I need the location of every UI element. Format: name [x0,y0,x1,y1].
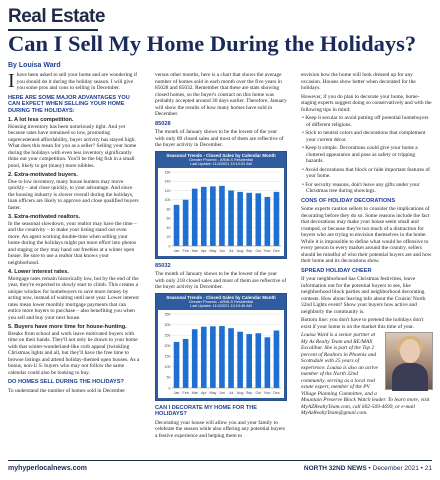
chart-85032 [155,293,287,401]
bar-dec [274,191,280,245]
x-tick-label: Nov [264,390,271,395]
subhead-do-homes-sell: DO HOMES SELL DURING THE HOLIDAYS? [8,379,124,385]
x-tick-label: Jan [173,390,180,395]
col1-closing-text: To understand the number of homes sold in December [8,387,125,394]
y-tick-label: 50 [166,375,171,380]
x-tick-label: Dec [273,390,280,395]
bar-mar [192,329,198,388]
bar-oct [255,333,261,388]
bar-nov [265,337,271,388]
chart-title: Seasonal Trends - Closed Sales by Calendar Month [166,294,276,300]
subhead-cons: CONS OF HOLIDAY DECORATIONS [301,197,396,204]
point-3-text: In the seasonal slowdown, your realtor may have the time – and the creativity – to make your listing stand out even more. An agent working double-time when selling your home during the holidays might put more effort into photos and staging or they may hand out freebies at a winter open house. Be sure to use a realtor that knows your neighborhood. [8,220,137,266]
bar-jan [174,341,180,387]
column-2 [155,72,287,456]
col2-intro-text: versus other months, here is a chart that shows the average number of homes sold in each month over the five years in 85028 and 85032. Remember that these are stats showing closed homes, so the buyer's contract on this home was probably accepted around 30 days earlier. Therefore, January will show the results of how many homes have sold in December. [155,72,287,117]
subhead-cheer: SPREAD HOLIDAY CHEER [301,267,372,274]
tip-item: • Avoid decorations that block or hide important features of your home. [302,166,430,179]
x-tick-label: Mar [191,248,198,253]
tip-item: • For security reasons, don't leave any gifts under your Christmas tree during showings. [302,181,420,194]
bar-feb [183,199,189,245]
bottom-line-text: Bottom line: you don't have to pretend the holidays don't exist if your home is on the market this time of year. [301,317,424,330]
y-tick-label: 100 [164,197,171,202]
y-tick-label: 80 [166,206,171,211]
author-photo [385,332,433,390]
bar-aug [237,331,243,387]
x-tick-label: Aug [236,248,244,253]
bar-sep [246,334,252,388]
y-tick-label: 60 [166,216,171,221]
point-2-title: 2. Extra-motivated buyers. [8,172,78,178]
x-tick-label: Jul [228,390,234,395]
x-tick-label: Oct [255,248,262,253]
x-tick-label: Aug [236,390,244,395]
point-2-text: Due to low inventory, many house hunters may move quickly – and close quickly, to your advantage. And since the housing industry is slower overall during the holidays, loan officers are likely to approve and close qualified buyers faster. [8,178,139,211]
x-tick-label: Apr [200,390,207,395]
point-5-text: Breaks from school and work leave motivated buyers with time on their hands. They'll not only be drawn to your home with that winter-wonderland-like curb appeal (twinkling Christmas lights and all, but they'll have the free time to browse listings and attend holiday-themed open houses. As a bonus, non-U.S. buyers who may not follow the same calendar could also be looking to buy. [8,330,140,376]
x-tick-label: Feb [182,248,189,253]
subhead-advantages: HERE ARE SOME MAJOR ADVANTAGES YOU CAN EXPECT WHEN SELLING YOUR HOME DURING THE HOLIDAYS: [8,94,130,114]
chart-plot-area [158,310,284,398]
x-tick-label: Apr [200,248,207,253]
y-tick-label: 200 [164,343,171,348]
footer-folio: NORTH 32ND NEWS • December 2021 • 21 [303,465,432,472]
cons-text: Some experts caution sellers to consider the implications of decorating before they do so. Some reasons include the fact that decorations may make your house seem small and cramped, or because they're too much of a distraction for buyers who are trying to envision themselves in the home. While it is impossible to define what would be offensive to every person in every market around the country, sellers should be mindful of who their potential buyers are and how their home and its decorations show. [301,206,432,264]
x-tick-label: Oct [255,390,262,395]
point-4-text: Mortgage rates remain historically low, but by the end of the year, they're expected to slowly start to climb. This creates a unique window for homebuyers to save more money by acting now, instead of waiting until next year. Lower interest rates mean lower monthly mortgage payments that can entice more buyers to purchase – also benefiting you when you sell and buy your next house. [8,275,139,321]
x-tick-label: Dec [273,248,280,253]
column-1 [8,72,140,456]
tip-item: • Keep it secular to avoid putting off potential homebuyers of different religions. [302,115,429,128]
section-kicker: Real Estate [8,6,105,27]
y-tick-label: 40 [166,225,171,230]
y-tick-label: 350 [164,311,171,316]
y-tick-label: 160 [164,169,171,174]
point-1-title: 1. A lot less competition. [8,117,74,123]
tip-item: • Keep it simple. Decorations could give your home a cluttered appearance and pose as safety or tripping hazards. [302,145,418,164]
tip-item: • Stick to neutral colors and decorations that complement your current décor. [302,130,426,143]
bar-jun [219,185,225,245]
footer-website: myhyperlocalnews.com [8,465,87,472]
bar-chart-svg [158,310,284,398]
intro-paragraph: Ihave been asked to sell your home and are wondering if you should do it during the holiday season. I will give you some pros and cons to selling in December. [8,72,138,92]
chart-85028 [155,151,287,259]
bar-jun [219,326,225,388]
x-tick-label: Jun [219,248,225,253]
x-tick-label: Mar [191,390,198,395]
cheer-text: If your neighborhood has Christmas festivities, leave information out for the potential buyers to see, like neighborhood block parties and neighborhood decorating contests. How about leaving info about the Cruisin' North 32nd Lights event? Show your buyers how active and neighborly the community is. [301,276,426,315]
x-tick-label: Sep [246,390,253,395]
footer-rule [8,460,432,461]
bar-may [210,326,216,388]
x-tick-label: Jul [228,248,234,253]
x-tick-label: May [209,390,217,395]
x-tick-label: Feb [182,390,189,395]
point-1-text: Housing inventory has been notoriously tight. And yet because rates have remained so low, promoting unprecedented affordability, buyer activity has stayed high. What does this mean for you as a seller? Selling your home during the holidays with even less inventory significantly thins out your competition. You'll be the big fish in a small pond, likely to get (many) more nibbles. [8,123,137,169]
bar-sep [246,192,252,245]
col3-tips-intro: However, if you do plan to decorate your home, home-staging experts suggest doing so conservatively and with the following tips in mind: [301,93,432,113]
y-tick-label: 0 [168,385,171,390]
bar-chart-svg [158,168,284,256]
bar-apr [201,326,207,387]
text-85032: The month of January shows to be the lowest of the year with only 218 closed sales and most of them are reflective of the buyer activity in December. [155,271,287,290]
y-tick-label: 20 [166,234,171,239]
subhead-decorate: CAN I DECORATE MY HOME FOR THE HOLIDAYS? [155,404,258,417]
y-tick-label: 150 [164,354,171,359]
bar-mar [192,188,198,245]
point-5-title: 5. Buyers have more time for house-hunting. [8,324,127,330]
chart-subtitle: Greater Phoenix - ARMLS Residential Last Update: 11/4/2021 10:19:46 AM [189,299,253,308]
chart-title: Seasonal Trends - Closed Sales by Calendar Month [166,152,276,158]
point-3-title: 3. Extra-motivated realtors. [8,214,81,220]
y-tick-label: 0 [168,243,171,248]
y-tick-label: 250 [164,332,171,337]
point-4-title: 4. Lower interest rates. [8,269,69,275]
y-tick-label: 300 [164,322,171,327]
bar-dec [274,330,280,388]
article-headline: Can I Sell My Home During the Holidays? [8,31,417,56]
bar-feb [183,338,189,387]
author-bio: Louisa Ward is a senior partner at My Az Realty Team and RE/MAX Excalibur. She is part of the Top 2 percent of Realtors in Phoenix and Scottsdale with 25 years of experience. Louisa is also an active member of the North 32nd community, serving as a local real estate expert, member of the PV Village Planning Committee, and a Mountain Preserve Block Watch leader. To learn more, visit MyAZRealtyTeam.com, call 602-569-4699, or e-mail MyAzRealtyTeam@gmail.com. [301,332,430,416]
bar-may [210,186,216,246]
y-tick-label: 120 [164,188,171,193]
article-byline: By Louisa Ward [8,62,61,69]
column-3 [301,72,433,456]
y-tick-label: 100 [164,364,171,369]
x-tick-label: Nov [264,248,271,253]
subhead-85028: 85028 [155,120,171,127]
subhead-85032: 85032 [155,262,171,269]
bar-aug [237,191,243,245]
text-85028: The month of January shows to be the lowest of the year with only 89 closed sales and most of them are reflective of the buyer activity in December. [155,129,284,148]
bar-apr [201,186,207,245]
x-tick-label: Jan [173,248,180,253]
bar-nov [265,196,271,245]
x-tick-label: May [209,248,217,253]
bar-jul [228,190,234,246]
chart-subtitle: Greater Phoenix - ARMLS Residential Last Update: 11/4/2021 10:10:02 AM [189,157,253,166]
chart-plot-area [158,168,284,256]
drop-cap: I [8,72,15,92]
y-tick-label: 140 [164,179,171,184]
bar-oct [255,193,261,246]
col3-intro-text: envision how the home will look dressed up for any occasion. Houses show better when decorated for the holidays. [301,72,416,91]
x-tick-label: Jun [219,390,225,395]
col2-closing-text: Decorating your house will allow you and your family to celebrate the season while also offering any potential buyers a festive experience and helping them to [155,419,286,439]
bar-jan [174,204,180,245]
x-tick-label: Sep [246,248,253,253]
bar-jul [228,328,234,388]
